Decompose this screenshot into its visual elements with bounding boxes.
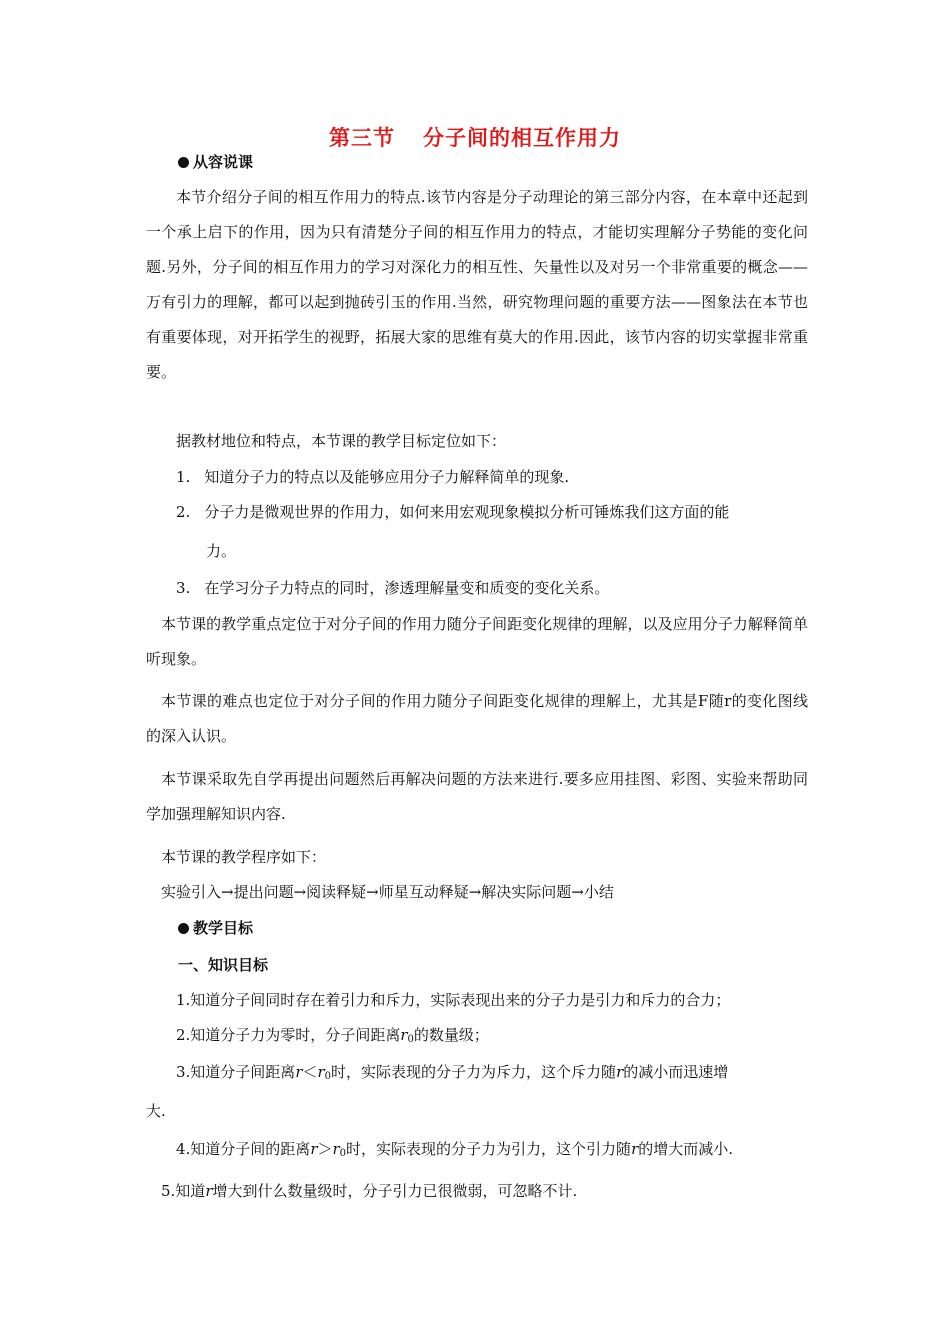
title-section-number: 第三节 xyxy=(329,126,395,150)
title-topic: 分子间的相互作用力 xyxy=(423,126,621,150)
procedure-flow: 实验引入→提出问题→阅读释疑→师星互动释疑→解决实际问题→小结 xyxy=(161,883,614,901)
bullet-icon xyxy=(178,923,189,934)
knowledge-item-3-continued: 大. xyxy=(146,1102,166,1120)
procedure-intro: 本节课的教学程序如下： xyxy=(161,848,327,866)
key-point-paragraph: 本节课的教学重点定位于对分子间的作用力随分子间距变化规律的理解，以及应用分子力解释简单听现象。 xyxy=(146,615,808,668)
subheading-knowledge-goals: 一、知识目标 xyxy=(178,956,269,974)
goal-item-2: 2. 分子力是微观世界的作用力，如何来用宏观现象模拟分析可锤炼我们这方面的能 xyxy=(176,503,730,521)
method-paragraph: 本节课采取先自学再提出问题然后再解决问题的方法来进行.要多应用挂图、彩图、实验来帮助同学加强理解知识内容. xyxy=(146,770,808,823)
section-heading-course-intro xyxy=(178,151,253,172)
bullet-icon xyxy=(178,157,189,168)
section-heading-text: 从容说课 xyxy=(193,153,254,171)
section-heading-teaching-goals xyxy=(178,917,253,938)
knowledge-item-5: 5.知道r增大到什么数量级时，分子引力已很微弱，可忽略不计. xyxy=(161,1182,578,1200)
page-title xyxy=(0,124,950,152)
intro-paragraph: 本节介绍分子间的相互作用力的特点.该节内容是分子动理论的第三部分内容，在本章中还起到一个承上启下的作用，因为只有清楚分子间的相互作用力的特点，才能切实理解分子势能的变化问题.另外，分子间的相互作用力的学习对深化力的相互性、矢量性以及对另一个非常重要的概念——万有引力的理解，都可以起到抛砖引玉的作用.当然，研究物理问题的重要方法——图象法在本节也有重要体现，对开拓学生的视野，拓展大家的思维有莫大的作用.因此，该节内容的切实掌握非常重要。 xyxy=(146,188,808,381)
goal-item-1: 1. 知道分子力的特点以及能够应用分子力解释简单的现象. xyxy=(176,468,570,486)
knowledge-item-4: 4.知道分子间的距离$r>r_0$时，实际表现的分子力为引力，这个引力随r的增大而减小. xyxy=(176,1140,734,1159)
knowledge-item-2: 2.知道分子力为零时，分子间距离$r_0$的数量级； xyxy=(176,1026,489,1045)
knowledge-item-3: 3.知道分子间距离$r<r_0$时，实际表现的分子力为斥力，这个斥力随r的减小而迅速增 xyxy=(176,1063,729,1082)
knowledge-item-1: 1.知道分子间同时存在着引力和斥力，实际表现出来的分子力是引力和斥力的合力； xyxy=(176,991,731,1009)
goal-item-3: 3. 在学习分子力特点的同时，渗透理解量变和质变的变化关系。 xyxy=(176,579,610,597)
goal-item-2-continued: 力。 xyxy=(206,542,237,560)
goal-intro: 据教材地位和特点，本节课的教学目标定位如下： xyxy=(176,432,507,450)
section-heading-text: 教学目标 xyxy=(193,919,254,937)
difficulty-paragraph: 本节课的难点也定位于对分子间的作用力随分子间距变化规律的理解上，尤其是F随r的变化图线的深入认识。 xyxy=(146,692,808,745)
